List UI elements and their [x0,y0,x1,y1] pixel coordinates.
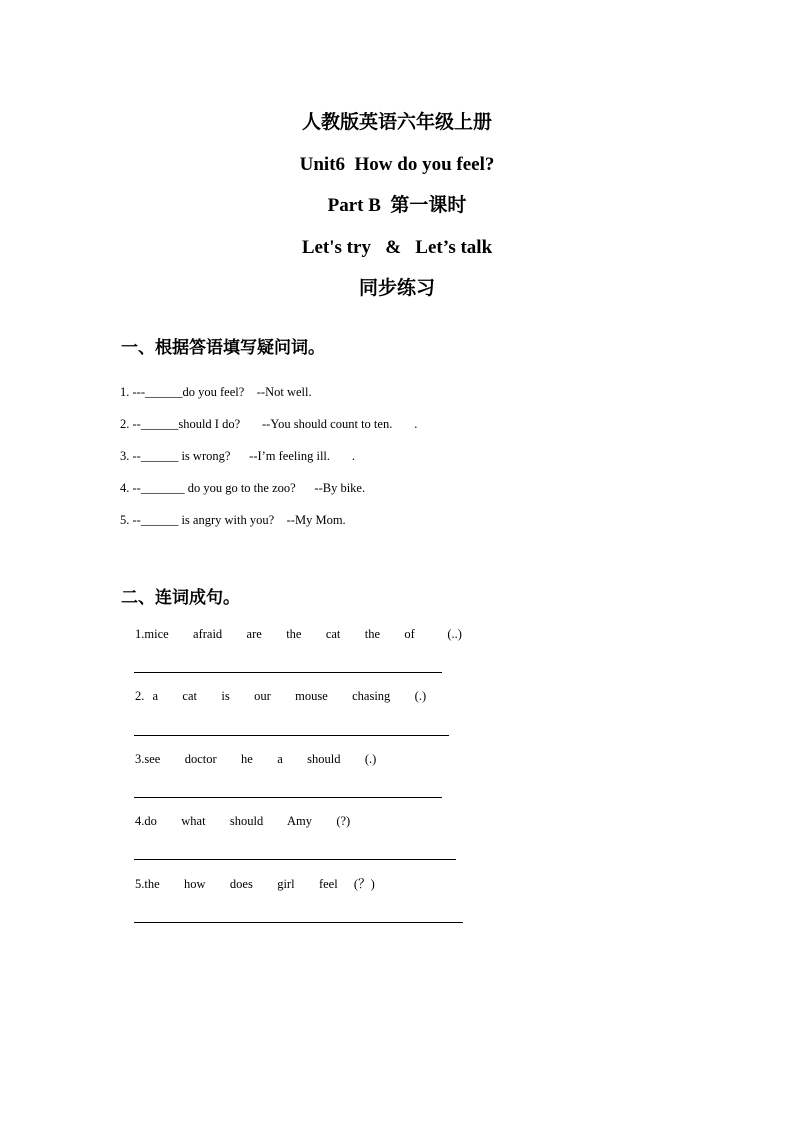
answer-line-3[interactable] [134,797,442,798]
exercise-title: 同步练习 [358,278,435,299]
question-4: 4. --_______ do you go to the zoo? --By bike. [120,481,366,495]
answer-line-1[interactable] [134,672,442,673]
sentence-item-1: 1.mice afraid are the cat the of (..) [135,627,462,641]
answer-line-2[interactable] [134,735,449,736]
answer-line-5[interactable] [134,922,463,923]
sentence-item-5: 5.the how does girl feel (？) [135,877,375,891]
question-5: 5. --______ is angry with you? --My Mom. [120,513,346,527]
question-2: 2. --______should I do? --You should count to ten. . [120,417,418,431]
unit-title: Unit6 How do you feel? [299,153,495,175]
section2-heading: 二、连词成句。 [121,588,240,607]
sentence-item-3: 3.see doctor he a should (.) [135,752,377,766]
sentence-item-4: 4.do what should Amy (?) [135,814,351,828]
answer-line-4[interactable] [134,859,456,860]
book-title: 人教版英语六年级上册 [301,112,492,133]
question-1: 1. ---______do you feel? --Not well. [120,385,312,399]
title-block [0,102,794,310]
section1-heading: 一、根据答语填写疑问词。 [121,338,325,357]
lesson-title: Let's try & Let’s talk [301,236,493,258]
part-title: Part B 第一课时 [327,195,467,216]
question-3: 3. --______ is wrong? --I’m feeling ill. . [120,449,356,463]
sentence-item-2: 2. a cat is our mouse chasing (.) [135,689,427,703]
